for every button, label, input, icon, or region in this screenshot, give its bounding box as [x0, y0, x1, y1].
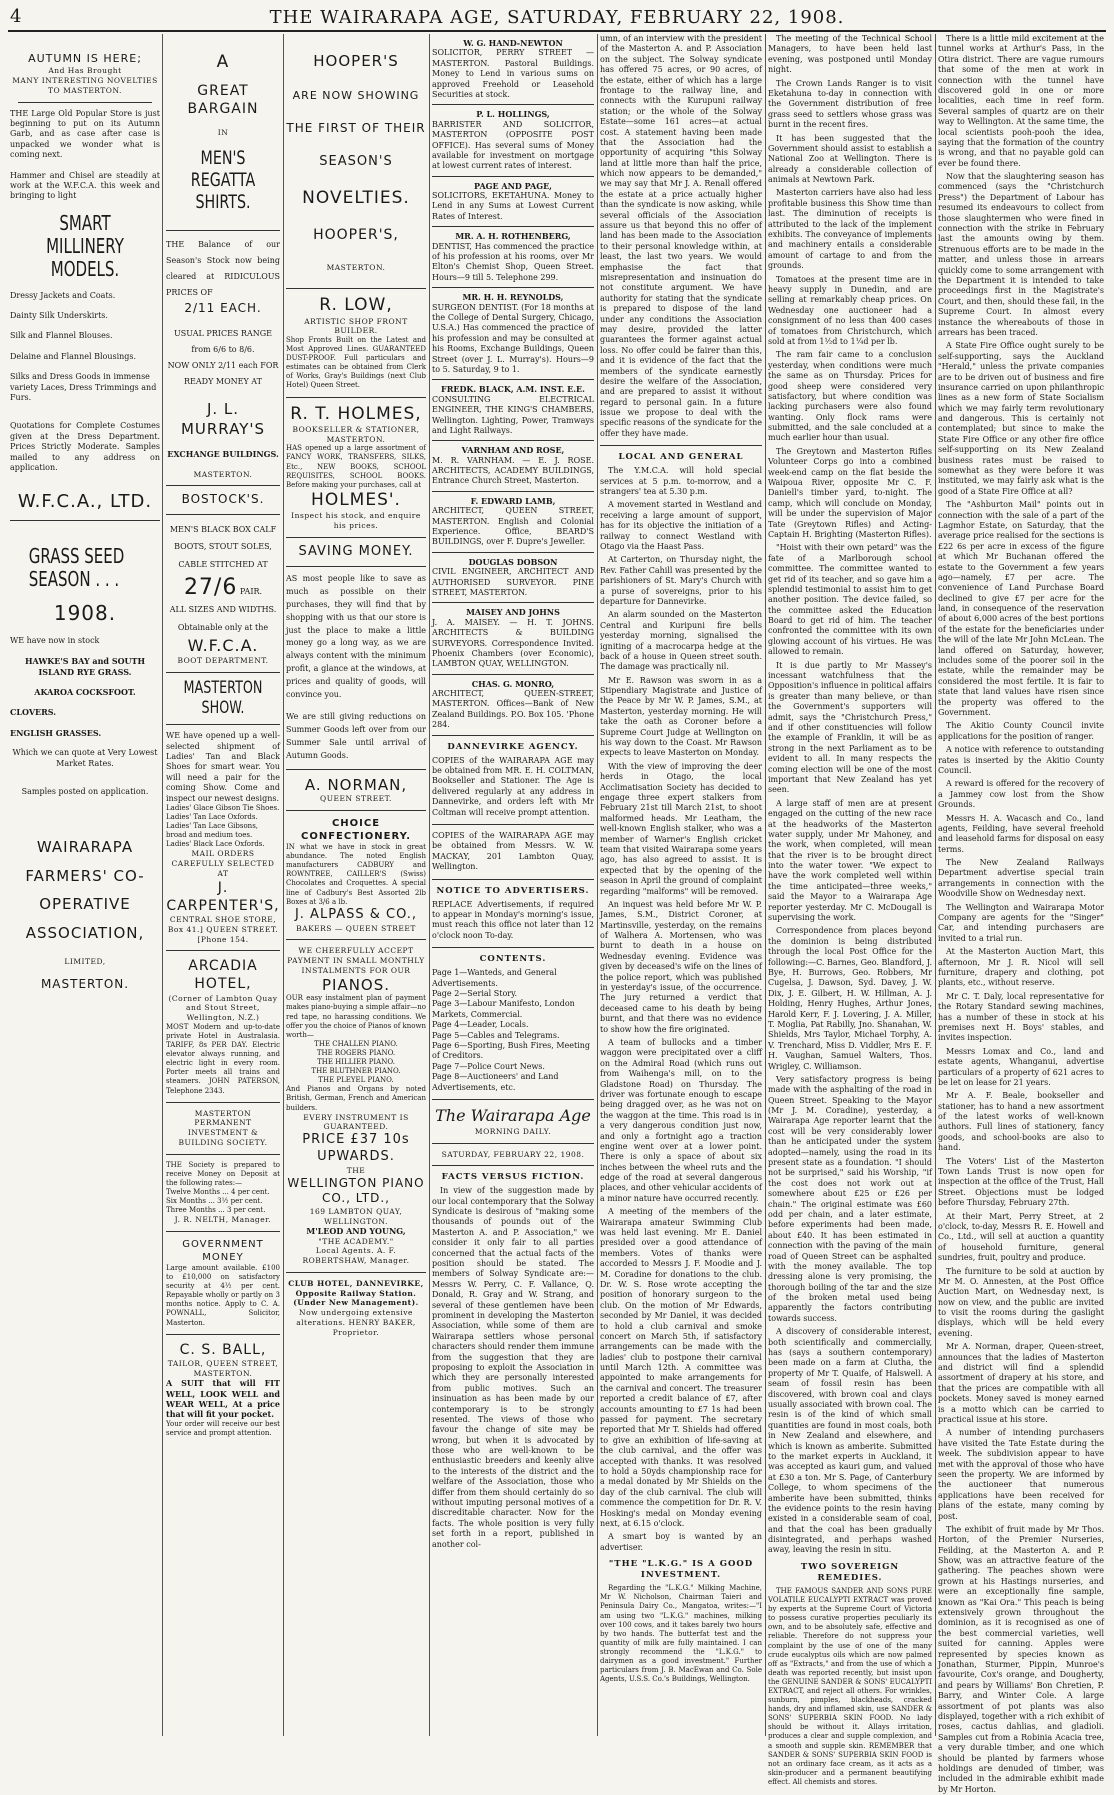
- mail-orders: MAIL ORDERS CAREFULLY SELECTED: [171, 849, 275, 869]
- holmes-name: R. T. HOLMES,: [290, 403, 422, 424]
- column-rule: [429, 34, 430, 1736]
- mleod-young: M'LEOD AND YOUNG,: [306, 1226, 406, 1237]
- autumn-sub1: And Has Brought: [48, 66, 122, 76]
- divider: [286, 939, 426, 940]
- society-rates: Twelve Months ... 4 per cent. Six Months ... 3½ per cent. Three Months ... 3 per cent.: [166, 1187, 270, 1215]
- newspaper-title: THE WAIRARAPA AGE, SATURDAY, FEBRUARY 22, 1908.: [269, 6, 845, 28]
- autumn-headline: AUTUMN IS HERE;: [28, 52, 142, 65]
- card-name: MAISEY AND JOHNS: [466, 607, 560, 618]
- balance-text: THE Balance of our Season's Stock now being cleared at RIDICULOUS PRICES OF: [166, 239, 280, 297]
- divider: [166, 1102, 280, 1103]
- lkg-heading: "THE "L.K.G." IS A GOOD INVESTMENT.: [608, 1559, 754, 1581]
- low-sub: ARTISTIC SHOP FRONT BUILDER.: [304, 316, 408, 336]
- quotations-text: Quotations for Complete Costumes given at the Dress Department. Prices Strictly Moderate. Samples mailed to any address on application.: [10, 421, 160, 472]
- saving-text: AS most people like to save as much as possible on their purchases, they will find that by shopping with us that our store is just the place to make a little money go a long way, as we are always content with the minimum profit, a glance at the windows, at prices and quality of goods, will convince you.: [286, 574, 426, 699]
- alpass-name: J. ALPASS & CO.,: [294, 906, 418, 922]
- professional-card: [432, 553, 594, 604]
- ball-tailor: TAILOR, QUEEN STREET, MASTERTON.: [167, 1358, 279, 1378]
- card-name: VARNHAM AND ROSE,: [461, 445, 565, 456]
- divider: [166, 950, 280, 951]
- carpenter-address: Box 41.] QUEEN STREET. [Phone 154.: [167, 924, 279, 944]
- local-general-heading: LOCAL AND GENERAL: [618, 452, 744, 463]
- price-text: PRICE £37 10s UPWARDS.: [302, 1132, 410, 1164]
- column-5: [600, 34, 762, 1736]
- low-text: Shop Fronts Built on the Latest and Most Approved Lines. GUARANTEED DUST-PROOF. Full particulars and estimates can be obtained from Clerk of Works, Gray's Buildings (next Club Hotel) Queen Street.: [286, 336, 426, 390]
- card-name: FREDK. BLACK, A.M. INST. E.E.: [441, 384, 585, 395]
- list-item: Silks and Dress Goods in immense variety Laces, Dress Trimmings and Furs.: [10, 372, 157, 403]
- divider: [286, 397, 426, 398]
- list-item: CLOVERS.: [10, 707, 57, 718]
- divider: [286, 1272, 426, 1273]
- divider: [166, 514, 280, 515]
- lambton-quay: 169 LAMBTON QUAY, WELLINGTON.: [309, 1206, 403, 1226]
- professional-card: [432, 675, 594, 736]
- divider: [286, 810, 426, 811]
- divider: [432, 879, 594, 880]
- sizes-text: ALL SIZES AND WIDTHS. Obtainable only at the: [169, 605, 277, 632]
- govt-money-heading: GOVERNMENT MONEY: [182, 1238, 264, 1263]
- news-paragraph: Mr A. Norman, draper, Queen-street, announces that the ladies of Masterton and district will find a splendid assortment of drapery at his store, and that the prices are compatible with all pockets. Money saved is money earned is a motto which can be carried to practical issue at his store.: [938, 1342, 1104, 1424]
- exchange-buildings: EXCHANGE BUILDINGS.: [167, 449, 279, 460]
- holmes-heading: HOLMES'.: [311, 489, 401, 510]
- dannevirke-heading: DANNEVIRKE AGENCY.: [447, 741, 579, 752]
- news-paragraph: The Wellington and Wairarapa Motor Company are agents for the "Singer" Car, and intending purchasers are invited to a trial run.: [938, 902, 1104, 943]
- saving-heading: SAVING MONEY.: [298, 543, 414, 559]
- now-only-text: NOW ONLY 2/11 each FOR READY MONEY AT: [167, 361, 279, 387]
- card-text: SURGEON DENTIST. (For 18 months at the College of Dental Surgery, Chicago, U.S.A.) Has commenced the practice of his profession and may be consulted at his Rooms, Exchange Buildings, Queen Street (over J. L. Murray's). Hours—9 to 5. Saturday, 9 to 1.: [432, 302, 594, 374]
- masthead: [8, 4, 1106, 32]
- divider: [18, 102, 152, 103]
- divider: [286, 288, 426, 289]
- holmes-text: HAS opened up a large assortment of FANCY WORK, TRANSFERS, SILKS, Etc., NEW BOOKS, SCHOOL REQUISITES, SCHOOL BOOKS. Before making your purchases, call at: [286, 444, 426, 489]
- low-name: R. LOW,: [319, 295, 393, 316]
- news-paragraph: A large staff of men are at present engaged on the cutting of the new race at the headworks of the Masterton water supply, under Mr Mahoney, and the work, when completed, will mean that the river is to be brought direct into the water tower. "We expect to have the work completed well within the time anticipated—three weeks," said the Mayor to a Wairarapa Age reporter yesterday. Mr C. McDougall is supervising the work.: [768, 798, 932, 923]
- professional-card: [432, 441, 594, 492]
- news-paragraph: A discovery of considerable interest, both scientifically and commercially, has (says a southern contemporary) been made on a farm at Clutha, the property of Mr T. Quaife, of Halswell. A seam of fossil resin has been discovered, with brown coal and clays usually associated with brown coal. The resin is of the kind of which small quantities are found in most coals, both in New Zealand and elsewhere, and which is known as amberite. Submitted to the market experts in Auckland, it was accepted as kauri gum, and valued at £30 a ton. Mr S. Page, of Canterbury College, to whom specimens of the amberite have been submitted, thinks the evidence points to the resin having existed in a considerable seam of coal, and that the coal has been gradually disintegrated, and perhaps washed away, leaving the resin in situ.: [768, 1327, 932, 1555]
- divider: [166, 1231, 280, 1232]
- grass-intro: WE have now in stock: [10, 635, 100, 645]
- news-paragraph: Now that the slaughtering season has commenced (says the "Christchurch Press") the Department of Labour has resumed its endeavours to collect from those slaughtermen who were fined in connection with the strike in February last the amounts owing by them. Strenuous efforts are to be made in the matter, and unless those in arrears quickly come to some arrangement with the Department it is intended to take proceedings first in the Magistrate's Court, and then, should these fail, in the Supreme Court. In almost every instance the whereabouts of those in arrears has been traced.: [938, 172, 1104, 337]
- news-paragraph: Masterton carriers have also had less profitable business this Show time than last. The diminution of receipts is attributed to the lack of the implement exhibits. The conveyance of implements and machinery entails a considerable amount of cartage to and from the grounds.: [768, 188, 932, 271]
- news-paragraph: A State Fire Office ought surely to be self-supporting, says the Auckland "Herald," unless the private companies are to be driven out of business and fire insurance carried on upon philanthropic lines as a new form of State Socialism which we may fairly term revolutionary and dangerous. This is certainly not contemplated; but since to make the State Fire Office or any other fire office self-supporting on its New Zealand business rates must be raised to somewhat as they were before it was instituted, we may fairly ask what is the good of a State Fire Office at all?: [938, 341, 1104, 496]
- local-agents: Local Agents. A. F. ROBERTSHAW, Manager.: [302, 1246, 410, 1266]
- notice-text: REPLACE Advertisements, if required to appear in Monday's morning's issue, must reach this office not later than 12 o'clock noon To-day.: [432, 899, 594, 940]
- arcadia-text: MOST Modern and up-to-date private Hotel in Australasia. TARIFF, 8s PER DAY. Electric elevator always running, and electric light in every room. Porter meets all trains and steamers. JOHN PATERSON, Telephone 2343.: [166, 1022, 280, 1095]
- card-text: J. A. MAISEY. — H. T. JOHNS. ARCHITECTS & BUILDING SURVEYORS. Correspondence Invited. Phoenix Chambers (over Economic), LAMBTON QUAY, WELLINGTON.: [432, 617, 594, 669]
- list-item: AKAROA COCKSFOOT.: [34, 687, 136, 698]
- column-rule: [935, 34, 936, 1736]
- divider: [432, 1143, 594, 1144]
- news-paragraph: The meeting of the Technical School Managers, to have been held last evening, was postponed until Monday night.: [768, 34, 932, 75]
- alpass-bakers: BAKERS — QUEEN STREET: [296, 923, 416, 933]
- novelties-heading: NOVELTIES.: [302, 187, 410, 208]
- in-label: IN: [217, 128, 229, 138]
- pianos-text: OUR easy instalment plan of payment makes piano-buying a simple affair—no red tape, no harassing conditions. We offer you the choice of Pianos of known worth—: [286, 994, 426, 1039]
- permanent-society: MASTERTON PERMANENT INVESTMENT & BUILDING SOCIETY.: [178, 1108, 268, 1147]
- autumn-intro: THE Large Old Popular Store is just beginning to put on its Autumn Garb, and as case after case is unpacked we wonder what is coming next.: [10, 108, 160, 160]
- card-name: P. L. HOLLINGS,: [476, 109, 550, 120]
- lkg-text: Regarding the "L.K.G." Milking Machine, Mr W. Nicholson, Chairman Taieri and Peninsula Dairy Co., Mangatoa, writes:—"I am using two "L.K.G." machines, milking over 100 cows, and it takes barely two hours by two hands. The butterfat test and the quantity of milk are fully maintained. I can strongly recommend the "L.K.G." to dairymen as a good investment." Further particulars from J. B. MacEwan and Co. Sole Agents, U.S.S. Co.'s Buildings, Wellington.: [600, 1584, 762, 1684]
- news-paragraph: The Crown Lands Ranger is to visit Eketahuna to-day in connection with the Government distribution of free grass seed to settlers whose grass was burnt in the recent fires.: [768, 78, 932, 130]
- norman-name: A. NORMAN,: [304, 775, 408, 794]
- news-paragraph: A number of intending purchasers have visited the Tate Estate during the week. The subdivision appear to have met with the approval of those who have seen the property. We are informed by the auctioneer that numerous applications have been received for plans of the estate, many coming by post.: [938, 1428, 1104, 1521]
- show-heading: MASTERTON SHOW.: [183, 678, 263, 718]
- divider: [166, 724, 280, 725]
- news-paragraph: The New Zealand Railways Department advertise special train arrangements in connection with the Woodville Show on Wednesday next.: [938, 858, 1104, 899]
- the-label: THE: [346, 1165, 366, 1175]
- divider: [166, 1154, 280, 1155]
- divider: [432, 824, 594, 825]
- card-text: BARRISTER AND SOLICITOR, MASTERTON (OPPOSITE POST OFFICE). Has several sums of Money available for investment on mortgage at lowest current rates of interest.: [432, 119, 594, 171]
- wfca-name: W.F.C.A.: [187, 636, 259, 656]
- hooper-name: HOOPER'S,: [313, 227, 399, 243]
- price-2-11: 2/11 EACH.: [184, 300, 262, 315]
- carpenter-name: J. CARPENTER'S,: [166, 879, 280, 914]
- ball-name: C. S. BALL,: [179, 1341, 267, 1358]
- news-paragraph: An inquest was held before Mr W. P. James, S.M., District Coroner, at Martinsville, yesterday, on the remains of Walhera A. Mortensen, who was burnt to death in a house on Wednesday evening. Evidence was given by deceased's wife on the lines of the police report, which was published in yesterday's issue, of the occurrence. The jury returned a verdict that deceased came to his death by being burnt, and that there was no evidence to show how the fire originated.: [600, 899, 762, 1034]
- news-paragraph: An alarm sounded on the Masterton Central and Kuripuni fire bells yesterday morning, signalised the igniting of a macrocarpa hedge at the back of a house in Queen street south. The damage was practically nil.: [600, 610, 762, 672]
- column-6: [768, 34, 932, 1786]
- society-manager: J. R. NELTH, Manager.: [174, 1215, 272, 1225]
- column-7: [938, 34, 1104, 1794]
- piano-list: THE CHALLEN PIANO. THE ROGERS PIANO. THE HILLIER PIANO. THE BLUTHNER PIANO. THE PLEYEL PIANO.: [311, 1039, 401, 1085]
- card-name: W. G. HAND-NEWTON: [463, 38, 563, 48]
- divider: [166, 230, 280, 231]
- dateline: SATURDAY, FEBRUARY 22, 1908.: [441, 1149, 585, 1159]
- morning-daily: MORNING DAILY.: [474, 1126, 552, 1136]
- regatta-heading: MEN'S REGATTA SHIRTS.: [190, 147, 256, 213]
- list-item: Dainty Silk Underskirts.: [10, 311, 108, 321]
- suit-text: A SUIT that will FIT WELL, LOOK WELL and WEAR WELL, At a price that will fit your pocket.: [166, 1378, 280, 1420]
- professional-card: [432, 177, 594, 228]
- news-paragraph: "Hoist with their own petard" was the fate of a Marlborough school committee. The committee wanted to get rid of its teacher, and so gave him a splendid testimonial to assist him to get another position. The device failed, so the committee asked the Education Board to get rid of him. The teacher confronted the committee with its own glowing account of his virtues. He was allowed to remain.: [768, 543, 932, 657]
- news-paragraph: Mr A. F. Beale, bookseller and stationer, has to hand a new assortment of the latest works of well-known authors. Full lines of stationery, fancy goods, and school-books are also to hand.: [938, 1091, 1104, 1153]
- card-name: DOUGLAS DOBSON: [468, 556, 558, 567]
- confectionery-text: IN what we have in stock in great abundance. The noted English manufacturers CADBURY and ROWNTREE, CAILLER'S (Swiss) Chocolates and Croquettes. A special line of Cadbury's Best Assorted 2lb Boxes at 3/6 a lb.: [286, 843, 426, 906]
- contents-heading: CONTENTS.: [479, 954, 547, 965]
- news-paragraph: The "Ashburton Mail" points out in connection with the sale of a part of the Lagmhor Estate, on Saturday, that the average price realised for the sections is £22 6s per acre in excess of the figure at which Mr Buchanan offered the estate to the Government a few years ago—namely, £7 per acre. The convenience of Land Purchase Board declined to give £7 per acre for the land, in consequence of the reservation of about 6,000 acres of the best portions of the estate for the beneficiaries under the will of the late Mr John McLean. The land offered on Saturday, however, includes some of the poorer soil in the estate, while the remainder may be considered the most fertile. It is fair to state that land values have risen since the property was offered to the Government.: [938, 500, 1104, 717]
- news-paragraph: A movement started in Westland and receiving a large amount of support, has for its objective the initiation of a railway to connect Westland with Otago via the Haast Pass.: [600, 500, 762, 552]
- news-paragraph: Very satisfactory progress is being made with the asphalting of the road in Queen Street. Speaking to the Mayor (Mr J. M. Coradine), yesterday, a Wairarapa Age reporter learnt that the cost will be very considerably lower than he anticipated under the system adopted—namely, using the road in its present state as a foundation. "I should not be surprised," said his Worship, "if the cost does not work out at somewhere about £25 or £26 per chain." The original estimate was £60 odd per chain, and a later estimate, before experiments had been made, about £40. It has been estimated in connection with the paving of the main road of Queen Street can be asphalted with the money available. The top dressing alone is very promising, the thorough boiling of the tar and the size of the broken metal used being apparently the factors contributing towards success.: [768, 1074, 932, 1323]
- club-hotel: CLUB HOTEL, DANNEVIRKE, Opposite Railway Station. (Under New Management).: [288, 1278, 424, 1308]
- news-paragraph: It has been suggested that the Government should assist to establish a National Zoo at Wellington. There is already a considerable collection of animals at Newtown Park.: [768, 133, 932, 185]
- masterton-label: MASTERTON.: [193, 469, 253, 479]
- show-text: WE have opened up a well-selected shipment of Ladies' Tan and Black Shoes for smart wear. You will need a pair for the coming Show. Come and inspect our newest designs.: [166, 731, 280, 803]
- news-paragraph: A smart boy is wanted by an advertiser.: [600, 1532, 762, 1552]
- copies-wellington: COPIES of the WAIRARAPA AGE may be obtained from Messrs. W. W. MACKAY, 201 Lambton Quay, Wellington.: [432, 831, 594, 872]
- govt-money-text: Large amount available. £100 to £10,000 on satisfactory security at 4½ per cent. Repayable wholly or partly on 3 months notice. Apply to C. A. POWNALL, Solicitor, Masterton.: [166, 1263, 280, 1327]
- divider: [286, 769, 426, 770]
- remedies-heading: TWO SOVEREIGN REMEDIES.: [800, 1561, 900, 1583]
- grass-quote: Which we can quote at Very Lowest Market Rates.: [12, 748, 158, 768]
- professional-card: [432, 34, 594, 105]
- divider: [432, 1165, 594, 1166]
- seasons-label: SEASON'S: [319, 153, 393, 169]
- news-paragraph: Mr C. T. Daly, local representative for the Rotary Standard sewing machines, has a number of these in stock at his premises next H. Boys' stables, and invites inspection.: [938, 991, 1104, 1043]
- news-paragraph: The Y.M.C.A. will hold special services at 5 p.m. to-morrow, and a strangers' tea at 5.30 p.m.: [600, 466, 762, 497]
- great-bargain-heading: GREAT BARGAIN: [187, 83, 259, 117]
- divider: [166, 1334, 280, 1335]
- news-paragraph: A meeting of the members of the Wairarapa amateur Swimming Club was held last evening. Mr E. Daniel presided over a good attendance of members. Votes of thanks were accorded to Messrs J. F. Moodie and J. M. Coradine for donations to the club. Dr. W. S. Rose wrote accepting the position of honorary surgeon to the club. On the motion of Mr Edwards, seconded by Mr Daniel, it was decided to hold a club carnival and smoke concert on March 5th, if satisfactory arrangements can be made with the ladies' club to postpone their carnival until March 12th. A committee was appointed to make arrangements for the carnival and concert. The treasurer reported a credit balance of £7, after accounts amounting to £7 1s had been passed for payment. The secretary reported that Mr T. Shields had offered to give an exhibition of life-saving at the club carnival, and the offer was accepted with thanks. It was resolved to hold a 50yds championship race for a medal donated by Mr Shields on the day of the club carnival. The club will commence the competition for Dr. R. V. Hosking's medal on Monday evening next, at 6.15 o'clock.: [600, 1207, 762, 1528]
- list-item: Dressy Jackets and Coats.: [10, 290, 116, 300]
- news-paragraph: The Greytown and Masterton Rifles Volunteer Corps go into a combined week-end camp on the flat beside the Waipoua River, opposite Mr C. F. Daniell's timber yard, to-night. The camp, which will conclude on Monday, will be under the supervision of Major Tate (Greytown Rifles) and Acting-Captain H. Brighting (Masterton Rifles).: [768, 446, 932, 539]
- autumn-intro2: Hammer and Chisel are steadily at work at the W.F.C.A. this week and bringing to light: [10, 170, 160, 201]
- list-item: Silk and Flannel Blouses.: [10, 331, 113, 341]
- murray-name: J. L. MURRAY'S: [180, 400, 266, 438]
- notice-heading: NOTICE TO ADVERTISERS.: [436, 885, 590, 896]
- news-paragraph: The exhibit of fruit made by Mr Thos. Horton, of the Premier Nurseries, Feilding, at the Masterton A. and P. Show, was an attractive feature of the gathering. The peaches shown were grown at his Hastings nurseries, and were an exceptionally fine sample, known as "Kai Ora." This peach is being extensively grown throughout the dominion, as it is recognised as one of the best commercial varieties, well suited for canning. Apples were represented by species known as Jonathan, Sturmer, Pippin, Munroe's favourite, Cox's orange, and Dougherty, and pears by Williams' Bon Chretien, P. Barry, and Winter Cole. A large assortment of pot plants was also displayed, together with a rich exhibit of roses, cactus dahlias, and gladioli. Samples cut from a Robinia Acacia tree, a very durable timber, and one which should be planted by farmers whose holdings are denuded of timber, was included in the admirable exhibit made by Mr Horton.: [938, 1524, 1104, 1794]
- card-text: ARCHITECT, QUEEN-STREET, MASTERTON. Offices—Bank of New Zealand Buildings. P.O. Box 105. 'Phone 284.: [432, 689, 594, 730]
- leader-text: In view of the suggestion made by our local contemporary that the Solway Syndicate is desirous of "making some thousands of pounds out of the Masterton A. and P. Association," we consider it only fair to all parties concerned that the actual facts of the position should be stated. The members of Solway Syndicate are:—Messrs W. Perry, C. F. Vallance, Q. Donald, R. Gray and W. Strang, and several of these gentlemen have been prominent in developing the Masterton Association, while some of them are Wairarapa settlers whose personal characters should render them immune from the suggestion that they are proposing to exploit the Association in which they are personally interested from public motives. Such an insinuation as has been made by our contemporary is to be strongly resented. The views of those who favour the change of site may be wrong, but when it is advocated by those who are well-known to be enthusiastic breeders and keenly alive to the interests of the district and the welfare of the Association, those who differ from them should certainly do so without imputing personal motives of a discreditable character. Now for the facts. The whole position is very fully set forth in a report, published in another col-: [432, 1186, 594, 1549]
- card-name: CHAS. G. MONRO,: [471, 678, 555, 689]
- news-paragraph: Correspondence from places beyond the dominion is being distributed through the local Post Office for the following:—C. Barnes, Geo. Blandford, J. Bye, H. Burrows, Geo. Robbers, Mr Cugelsa, J. Dawson, Syd. Davey, J. W. Dix, J. E. Gilbert, H. W. Hillman, A. J. Holding, Henry Hughes, Arthur Jones, Harold Kerr, F. J. Lovering, J. A. Miller, T. Moglia, Pat Rabilly, Jno. Shanahan, W. Shields, Mrs Taylor, Michael Torphy, A. V. Trenchard, Miss D. Viddler, Mrs E. F. H. Vaughan, Samuel Walters, Thos. Wrigley, C. Williamson.: [768, 926, 932, 1071]
- news-paragraph: A team of bullocks and a timber waggon were precipitated over a cliff on the Admiral Road (which runs out from Waihenga's mill, on to the Gladstone Road) on Thursday. The driver was fortunate enough to escape being dragged over, as he was not on the waggon at the time. This road is in a very dangerous condition just now, and only a fortnight ago a traction engine went over at a lower point. There is only a space of about six inches between the wheel ruts and the edge of the road at several dangerous places, and other vehicular accidents of a minor nature have occurred recently.: [600, 1037, 762, 1203]
- card-text: CIVIL ENGINEER, ARCHITECT AND AUTHORISED SURVEYOR. PINE STREET, MASTERTON.: [432, 567, 594, 597]
- column-1: [10, 34, 160, 1736]
- bargain-a: A: [216, 52, 230, 72]
- usual-prices: USUAL PRICES RANGE from 6/6 to 8/6.: [174, 329, 272, 355]
- divider: [432, 947, 594, 948]
- hooper-heading: HOOPER'S: [313, 52, 399, 70]
- news-paragraph: At their Mart, Perry Street, at 2 o'clock, to-day, Messrs R. E. Howell and Co., Ltd., will sell at auction a quantity of household furniture, general sundries, fruit, poultry and produce.: [938, 1211, 1104, 1263]
- professional-card: [432, 227, 594, 288]
- divider: [10, 520, 160, 521]
- millinery-heading: SMART MILLINERY MODELS.: [46, 210, 124, 281]
- column-rule: [283, 34, 284, 1736]
- news-paragraph: The ram fair came to a conclusion yesterday, when conditions were much the same as on Thursday. Prices for good sheep were considered very satisfactory, but where condition was lacking purchasers were also found wanting. Only flock rams were submitted, and the sale concluded at a much earlier hour than usual.: [768, 350, 932, 443]
- news-paragraph: The Akitio County Council invite applications for the position of ranger.: [938, 721, 1104, 741]
- news-paragraph: Tomatoes at the present time are in heavy supply in Dunedin, and are selling at remarkably cheap prices. On Wednesday one auctioneer had a consignment of no less than 400 cases of tomatoes from Christchurch, which sold at from 1½d to 1¼d per lb.: [768, 274, 932, 346]
- society-text: THE Society is prepared to receive Money on Deposit at the following rates:—: [166, 1160, 280, 1187]
- professional-card: [432, 492, 594, 553]
- limited-label: LIMITED,: [64, 957, 106, 967]
- column-3: [286, 34, 426, 1736]
- card-text: M. R. VARNHAM. — E. J. ROSE. ARCHITECTS, ACADEMY BUILDINGS, Entrance Church Street, Masterton.: [432, 455, 594, 486]
- are-now-showing: ARE NOW SHOWING: [292, 88, 420, 102]
- card-text: CONSULTING ELECTRICAL ENGINEER, THE KING'S CHAMBERS, Wellington. Lighting, Power, Tramways and Light Railways.: [432, 394, 594, 435]
- holmes-sub: BOOKSELLER & STATIONER, MASTERTON.: [292, 424, 420, 444]
- reductions-text: We are still giving reductions on Summer Goods left over from our Summer Sale until arrival of Autumn Goods.: [286, 712, 426, 760]
- arcadia-heading: ARCADIA HOTEL,: [188, 958, 258, 993]
- divider: [600, 445, 762, 446]
- central-shoe-store: CENTRAL SHOE STORE,: [169, 915, 277, 924]
- remedies-text: THE FAMOUS SANDER AND SONS PURE VOLATILE EUCALYPTI EXTRACT was proved by experts at the Supreme Court of Victoria to possess curative properties peculiarly its own, and to be absolutely safe, effective and reliable. Therefore do not suppress your complaint by the use of one of the many crude eucalyptus oils which are now palmed off as "Extracts," and from the use of which a death was reported recently, but insist upon the GENUINE SANDER & SONS' EUCALYPTI EXTRACT, and reject all others. For wrinkles, sunburn, pimples, blackheads, cracked hands, dry and inflamed skin, use SANDER & SONS' SUPERBIA SKIN FOOD. No lady should be without it. Allays irritation, produces a clear and supple complexion, and a smooth and supple skin. REMEMBER that SANDER & SONS' SUPERBIA SKIN FOOD is not an ordinary face cream, as it acts as a skin-producer and a permanent beautifying effect. All chemists and stores.: [768, 1586, 932, 1786]
- news-paragraph: It is due partly to Mr Massey's incessant watchfulness that the Opposition's influence in political affairs is greater than many believe, or than the Government's supporters will admit, says the "Christchurch Press," and if other constituencies will follow the example of Franklin, it will be as strong in the next Parliament as to be evident to all. In many respects the coming election will be one of the most important that New Zealand has yet seen.: [768, 660, 932, 795]
- news-paragraph: At the Masterton Auction Mart, this afternoon, Mr J. R. Nicol will sell furniture, drapery and clothing, pot plants, etc., without reserve.: [938, 947, 1104, 988]
- contents-list: Page 1—Wanteds, and General Advertisements. Page 2—Serial Story. Page 3—Labour Manifesto, London Markets, Commercial. Page 4—Leader, Locals. Page 5—Cables and Telegrams. Page 6—Sporting, Bush Fires, Meeting of Creditors. Page 7—Police Court News. Page 8—Auctioneers' and Land Advertisements, etc.: [432, 968, 591, 1092]
- column-4: [432, 34, 594, 1736]
- professional-card: [432, 288, 594, 380]
- list-item: ENGLISH GRASSES.: [10, 727, 102, 738]
- list-item: HAWKE'S BAY and SOUTH ISLAND RYE GRASS.: [24, 656, 146, 677]
- divider: [286, 566, 426, 567]
- organs-text: And Pianos and Organs by noted British, German, French and American builders.: [286, 1085, 426, 1112]
- page-number: 4: [10, 6, 22, 27]
- news-paragraph: Messrs Lomax and Co., land and estate agents, Whanganui, advertise particulars of a property of 621 acres to be let on lease for 21 years.: [938, 1046, 1104, 1087]
- autumn-sub2: MANY INTERESTING NOVELTIES TO MASTERTON.: [12, 76, 158, 95]
- card-name: MR. A. H. ROTHENBERG,: [455, 231, 571, 242]
- professional-card: [432, 603, 594, 674]
- column-rule: [162, 34, 163, 1736]
- academy-label: "THE ACADEMY.": [318, 1236, 394, 1246]
- card-text: SOLICITORS, EKETAHUNA. Money to Lend in any Sums at Lowest Current Rates of Interest.: [432, 191, 594, 221]
- divider: [166, 485, 280, 486]
- card-name: F. EDWARD LAMB,: [470, 495, 556, 506]
- shoe-list: Ladies' Glace Gibson Tie Shoes. Ladies' Tan Lace Oxfords. Ladies' Tan Lace Gibsons, broad and medium toes. Ladies' Black Lace Oxfords.: [166, 803, 280, 849]
- card-text: DENTIST, Has commenced the practice of his profession at his rooms, over Mr Elton's Chemist Shop, Queen Street. Hours—9 till 5. Telephone 299.: [432, 241, 594, 282]
- news-paragraph: A notice with reference to outstanding rates is inserted by the Akitio County Council.: [938, 745, 1104, 775]
- news-paragraph: Messrs H. A. Wacasch and Co., land agents, Feilding, have several freehold and leasehold farms for disposal on easy terms.: [938, 813, 1104, 854]
- leader-heading: FACTS VERSUS FICTION.: [441, 1172, 585, 1183]
- farmers-coop-name: WAIRARAPA FARMERS' CO-OPERATIVE ASSOCIATION,: [25, 838, 145, 942]
- professional-card: [432, 105, 594, 176]
- bostock-heading: BOSTOCK'S.: [181, 492, 265, 507]
- pair-label: PAIR.: [239, 586, 263, 596]
- column-rule: [597, 34, 598, 1736]
- news-paragraph: Mr E. Rawson was sworn in as a Stipendiary Magistrate and Justice of the Peace by Mr W. P. James, S.M., at Masterton, yesterday morning. He will take the oath as Coroner before a Supreme Court Judge at Wellington on his way down to the Coast. Mr Rawson expects to leave Masterton on Monday.: [600, 675, 762, 758]
- column-2: [166, 34, 280, 1736]
- instalments-heading: WE CHEERFULLY ACCEPT PAYMENT IN SMALL MONTHLY INSTALMENTS FOR OUR: [287, 946, 425, 975]
- grass-seed-heading: GRASS SEED SEASON . . .: [28, 543, 125, 591]
- list-item: Delaine and Flannel Blousings.: [10, 351, 137, 361]
- confectionery-heading: CHOICE CONFECTIONERY.: [301, 818, 411, 843]
- divider: [286, 537, 426, 538]
- boots-text: MEN'S BLACK BOX CALF BOOTS, STOUT SOLES, CABLE STITCHED AT: [169, 524, 277, 570]
- queen-street: QUEEN STREET.: [320, 794, 392, 804]
- paper-nameplate: The Wairarapa Age: [435, 1105, 591, 1125]
- pianos-heading: PIANOS.: [321, 975, 391, 994]
- news-paragraph: The Voters' List of the Masterton Town Lands Trust is now open for inspection at the office of the Trust, Hall Street. Objections must be lodged before Thursday, February 27th.: [938, 1156, 1104, 1208]
- guaranteed-text: EVERY INSTRUMENT IS GUARANTEED.: [303, 1112, 409, 1132]
- news-paragraph: A reward is offered for the recovery of a Jammey cow lost from the Show Grounds.: [938, 779, 1104, 810]
- card-text: ARCHITECT, QUEEN STREET, MASTERTON. English and Colonial Experience. Office, BEARD'S BUILDINGS, over F. Dupre's Jeweller.: [432, 506, 594, 547]
- news-paragraph: There is a little mild excitement at the tunnel works at Arthur's Pass, in the Otira district. There are vague rumours that some of the men at work in connection with the tunnel have discovered gold in one or more localities, each time in reef form. Several samples of quartz are on their way to Wellington. At the same time, the local scientists pooh-pooh the idea, saying that the formation of the country is wrong, and that no payable gold can ever be found there.: [938, 34, 1104, 168]
- order-text: Your order will receive our best service and prompt attention.: [166, 1419, 280, 1437]
- boot-dept: BOOT DEPARTMENT.: [177, 656, 269, 666]
- first-of-their: THE FIRST OF THEIR: [286, 120, 426, 135]
- club-text: Now undergoing extensive alterations. HENRY BAKER, Proprietor.: [296, 1308, 416, 1337]
- news-paragraph: The furniture to be sold at auction by Mr M. O. Annesten, at the Post Office Auction Mart, on Wednesday next, is now on view, and the public are invited to visit the rooms during the gaslight displays, which will be held every evening.: [938, 1266, 1104, 1338]
- news-paragraph: With the view of improving the deer herds in Otago, the local Acclimatisation Society has decided to engage three expert stalkers from February 21st till March 21st, to shoot malformed heads. Mr Leatham, the well-known English stalker, who was a member of Warner's English cricket team that visited Wairarapa some years ago, has also agreed to assist. It is expected that by the opening of the season in April the ground of complaint regarding "malforms" will be removed.: [600, 761, 762, 896]
- masterton-label: MASTERTON.: [326, 262, 386, 272]
- wellington-piano-name: WELLINGTON PIANO CO., LTD.,: [287, 1175, 425, 1206]
- column-rule: [765, 34, 766, 1736]
- arcadia-address: (Corner of Lambton Quay and Stout Street, Wellington, N.Z.): [168, 993, 278, 1023]
- professional-card: [432, 380, 594, 441]
- price-27-6: 27/6: [183, 574, 238, 600]
- at-label: AT: [217, 868, 229, 878]
- card-text: SOLICITOR, PERRY STREET — MASTERTON. Pastoral Buildings. Money to Lend in various sums on approved Freehold or Leasehold Securities at stock.: [432, 48, 594, 99]
- divider: [166, 672, 280, 673]
- leader-continued: umn, of an interview with the president of the Masterton A. and P. Association on the subject. The Solway syndicate has offered 75 acres, or 90 acres, of the estate, either of which has a large frontage to the railway line, and connects with the Kurupuni railway station; or the whole of the Solway Estate—some 161 acres—at actual cost. A statement having been made that the Association had the opportunity of acquiring "this Solway land at little more than half the price, which now appears to be demanded," we may say that Mr J. A. Renall offered the estate at a price actually higher than the syndicate is now asking, while several officials of the Association assure us that beyond this no offer of land has been made to the Association to their personal knowledge within, at least, the last two years. We would emphasise the fact that misrepresentation and insinuation do not constitute argument. We have authority for stating that the syndicate is prepared to dispose of the land under any conditions the Association may desire, provided the latter guarantees the former against actual loss. No offer could be fairer than this, and it is evidence of the fact that the members of the syndicate earnestly desire the welfare of the Association, and are prepared to assist it without regard to personal gain. In a future issue we propose to deal with the specific reasons of the syndicate for the offer they have made.: [600, 34, 762, 438]
- card-name: PAGE AND PAGE,: [474, 180, 552, 191]
- masterton-label: MASTERTON.: [40, 977, 130, 992]
- copies-dannevirke: COPIES of the WAIRARAPA AGE may be obtained from MR. E. H. COLTMAN, Bookseller and Stationer. The Age is delivered regularly at any address in Dannevirke, and orders left with Mr Coltman will receive prompt attention.: [432, 755, 594, 817]
- year-heading: 1908.: [53, 600, 117, 625]
- news-paragraph: At Carterton, on Thursday night, the Rev. Father Cahill was presented by the parishioners of St. Mary's Church with a purse of sovereigns, prior to his departure for Dannevirke.: [600, 555, 762, 606]
- card-name: MR. H. H. REYNOLDS,: [462, 292, 564, 303]
- holmes-inspect: Inspect his stock, and enquire his prices.: [291, 511, 421, 530]
- wfca-name: W.F.C.A., LTD.: [17, 491, 153, 513]
- divider: [432, 1099, 594, 1100]
- samples-text: Samples posted on application.: [21, 786, 149, 796]
